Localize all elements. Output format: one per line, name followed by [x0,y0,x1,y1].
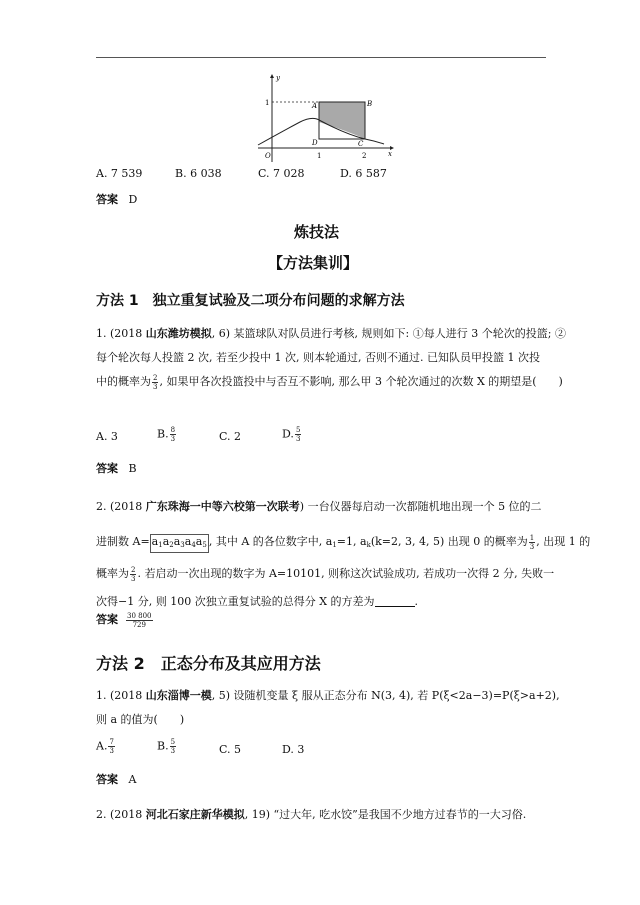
m1q2-line4-end: . [414,595,419,608]
frac-num: 30 800 [127,611,152,620]
answer-label: 答案 [96,462,118,475]
subscript: 1 [332,541,337,549]
m1q2-line3 [96,565,554,583]
answer-value: D [128,193,138,206]
tick-1-x: 1 [317,152,322,160]
section-title: 炼技法 [294,223,340,241]
m1q2-line2 [96,533,590,553]
m1q1-answer [96,460,137,476]
frac-num: 8 [170,426,176,434]
opt-d-label: D. [282,427,294,441]
y-axis-label: y [276,74,280,82]
top-rule [96,57,546,58]
m1q2-line4 [96,593,418,609]
fraction [152,374,158,391]
normal-curve-figure [250,72,395,164]
m1q2-line3-pre: 概率为 [96,567,129,580]
q0-option-d: D. 6 587 [340,167,387,180]
opt-b-label: B. [157,739,169,753]
origin-label: O [265,152,271,160]
point-c-label: C [358,140,364,148]
frac-num: 1 [529,533,535,542]
x-axis-label: x [388,150,392,158]
m2q1-option-b [157,738,177,755]
method2-heading: 方法 2 正态分布及其应用方法 [96,654,321,673]
answer-label: 答案 [96,613,118,626]
m1q1-line1-pre: 1. (2018 [96,327,146,340]
m1q1-option-b [157,426,177,443]
opt-b-label: B. [157,427,169,441]
y-axis-arrow [270,74,274,78]
point-d-label: D [312,139,318,147]
frac-den: 3 [170,435,176,443]
section-subtitle: 【方法集训】 [268,254,359,272]
frac-den: 3 [153,382,158,391]
q0-option-c: C. 7 028 [258,167,305,180]
m2q1-option-d: D. 3 [282,743,305,756]
q0-option-b: B. 6 038 [175,167,222,180]
q0-answer [96,191,137,207]
frac-num: 5 [170,738,176,746]
method1-heading: 方法 1 独立重复试验及二项分布问题的求解方法 [96,293,405,309]
m2q1-source: 山东淄博一模 [145,689,212,702]
m2q1-answer [96,771,136,787]
m1q2-line1-post: ) 一台仪器每启动一次都随机地出现一个 5 位的二 [299,500,542,513]
m2q1-line2: 则 a 的值为( ) [96,713,185,726]
m1q2-line2-post: , 出现 1 的 [536,535,591,548]
q0-option-a: A. 7 539 [96,167,143,180]
tick-2-x: 2 [362,152,367,160]
m1q1-line3-post: , 如果甲各次投篮投中与否互不影响, 那么甲 3 个轮次通过的次数 X 的期望是( ) [159,375,563,388]
frac-den: 3 [295,435,301,443]
fraction [529,534,535,551]
point-a-label: A [312,102,318,110]
frac-num: 2 [131,565,136,574]
m1q1-line1 [96,325,566,341]
m1q2-line2-mid: , 其中 A 的各位数字中, a [208,535,333,548]
m1q2-source: 广东珠海一中等六校第一次联考 [145,500,300,513]
frac-den: 3 [170,747,176,755]
m1q2-line2-pre: 进制数 A= [96,535,150,548]
frac-den: 3 [529,542,535,551]
fraction [130,566,136,583]
m2q2-line1-pre: 2. (2018 [96,808,146,821]
answer-value: A [128,773,137,786]
frac-num: 2 [153,373,158,382]
answer-label: 答案 [96,193,118,206]
m2q2-source: 河北石家庄新华模拟 [145,808,245,821]
answer-value: B [128,462,137,475]
m1q2-line4-text: 次得−1 分, 则 100 次独立重复试验的总得分 X 的方差为 [96,595,375,608]
opt-a-label: A. [96,739,108,753]
answer-fraction [126,612,153,629]
point-b-label: B [367,100,373,108]
m1q1-line1-post: , 6) 某篮球队对队员进行考核, 规则如下: ①每人进行 3 个轮次的投篮; ② [211,327,566,340]
m1q2-answer [96,611,154,629]
m2q1-option-c: C. 5 [219,743,242,756]
m1q1-option-c: C. 2 [219,430,242,443]
frac-den: 3 [131,574,136,583]
answer-blank [375,596,415,607]
m2q2-line1 [96,806,526,822]
answer-label: 答案 [96,773,118,786]
m1q2-line3-post: . 若启动一次出现的数字为 A=10101, 则称这次试验成功, 若成功一次得 2 分, 失败一 [137,567,555,580]
tick-1-y: 1 [265,99,270,107]
m1q1-source: 山东潍坊模拟 [145,327,212,340]
m1q2-line1 [96,498,542,514]
m1q1-option-d [282,426,302,443]
shaded-region [319,102,365,139]
m2q1-option-a [96,738,116,755]
m1q1-line3 [96,373,563,391]
m1q2-line2-mid3: (k=2, 3, 4, 5) 出现 0 的概率为 [370,535,528,548]
fraction [170,738,176,755]
m1q2-line1-pre: 2. (2018 [96,500,146,513]
m1q1-line2: 每个轮次每人投篮 2 次, 若至少投中 1 次, 则本轮通过, 否则不通过. 已知队员甲投篮 1 次投 [96,351,540,364]
subscript: k [366,541,371,549]
m1q2-line2-mid2: =1, a [336,535,367,548]
m1q1-line3-pre: 中的概率为 [96,375,151,388]
m2q2-line1-post: , 19) “过大年, 吃水饺”是我国不少地方过春节的一大习俗. [244,808,527,821]
m1q1-option-a: A. 3 [96,430,118,443]
m2q1-line1-post: , 5) 设随机变量 ξ 服从正态分布 N(3, 4), 若 P(ξ<2a−3)=P(ξ>a+2), [211,689,560,702]
fraction [295,426,301,443]
binary-number-box: $a_1a_2a_3a_4a_5$ [150,534,209,553]
fraction [108,738,114,755]
fraction [170,426,176,443]
frac-den: 3 [109,747,114,755]
frac-num: 5 [295,426,301,434]
frac-num: 7 [109,738,114,746]
m2q1-line1-pre: 1. (2018 [96,689,146,702]
m2q1-line1 [96,687,560,703]
frac-den: 729 [132,620,146,629]
